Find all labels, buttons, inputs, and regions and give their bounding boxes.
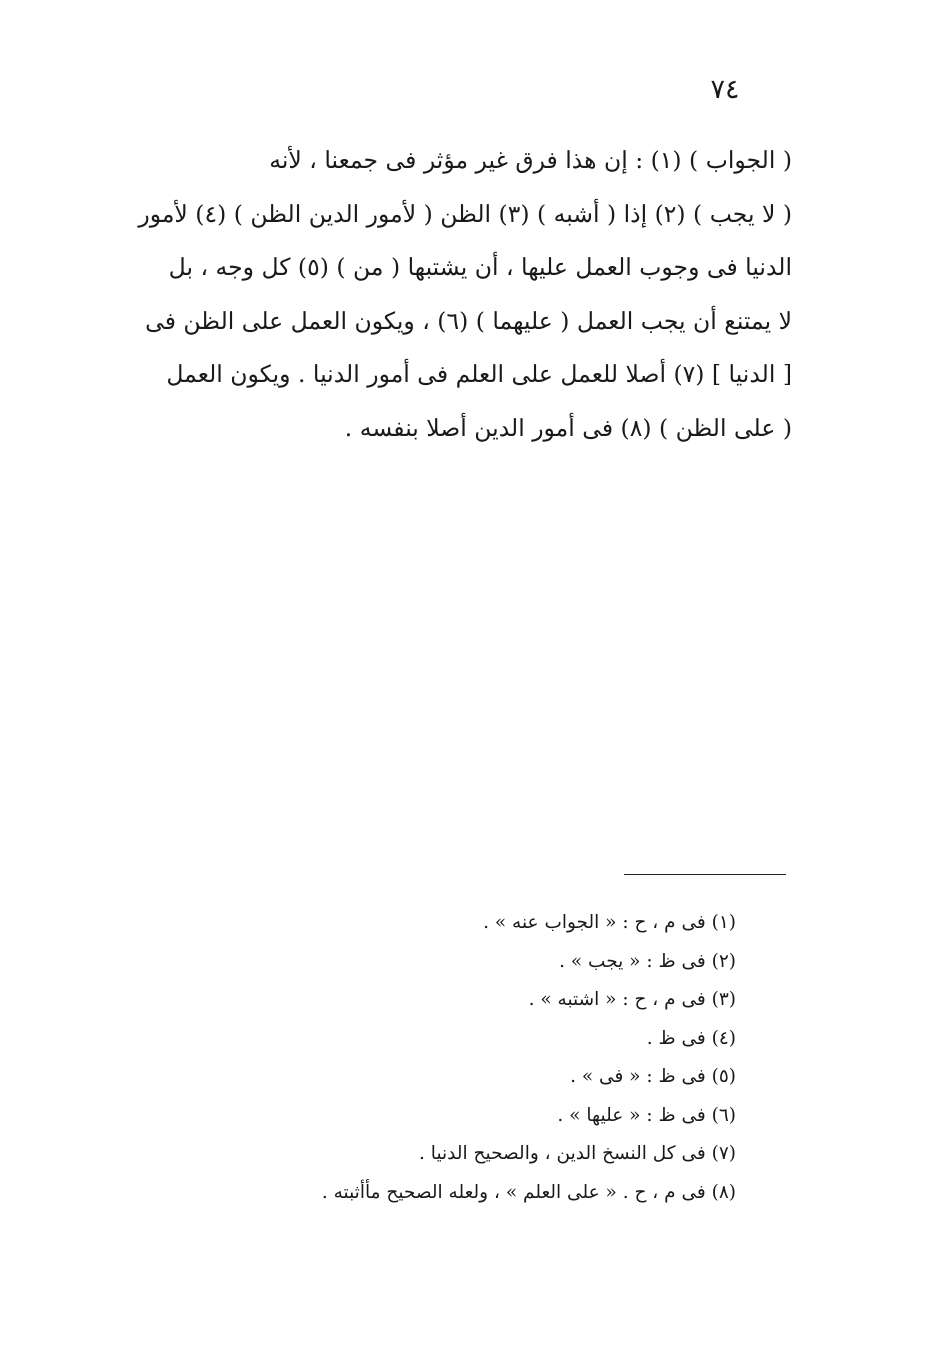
footnote-6: (٦) فى ظ : « عليها » . (557, 1104, 736, 1126)
paragraph-line-5: [ الدنيا ] (٧) أصلا للعمل على العلم فى أمور الدنيا . ويكون العمل (166, 360, 792, 388)
main-paragraph (140, 134, 792, 455)
paragraph-line-3: الدنيا فى وجوب العمل عليها ، أن يشتبها ( من ) (٥) كل وجه ، بل (168, 253, 792, 281)
paragraph-line-4: لا يمتنع أن يجب العمل ( عليهما ) (٦) ، ويكون العمل على الظن فى (145, 306, 792, 335)
footnote-7: (٧) فى كل النسخ الدين ، والصحيح الدنيا . (419, 1143, 736, 1164)
footnote-1: (١) فى م ، ح : « الجواب عنه » . (483, 912, 736, 933)
paragraph-line-2: ( لا يجب ) (٢) إذا ( أشبه ) (٣) الظن ( لأمور الدين الظن ) (٤) لأمور (138, 199, 792, 228)
footnote-3: (٣) فى م ، ح : « اشتبه » . (528, 989, 736, 1010)
footnotes-list (200, 904, 736, 1212)
footnote-separator (624, 874, 786, 875)
page-number: ٧٤ (710, 74, 740, 105)
footnote-8: (٨) فى م ، ح . « على العلم » ، ولعله الصحيح مأأثبته . (321, 1181, 736, 1203)
footnote-5: (٥) فى ظ : « فى » . (570, 1066, 736, 1087)
paragraph-line-6: ( على الظن ) (٨) فى أمور الدين أصلا بنفسه . (344, 413, 792, 442)
footnote-4: (٤) فى ظ . (646, 1027, 736, 1049)
paragraph-line-1: ( الجواب ) (١) : إن هذا فرق غير مؤثر فى جمعنا ، لأنه (269, 146, 792, 174)
footnote-2: (٢) فى ظ : « يجب » . (559, 950, 736, 972)
